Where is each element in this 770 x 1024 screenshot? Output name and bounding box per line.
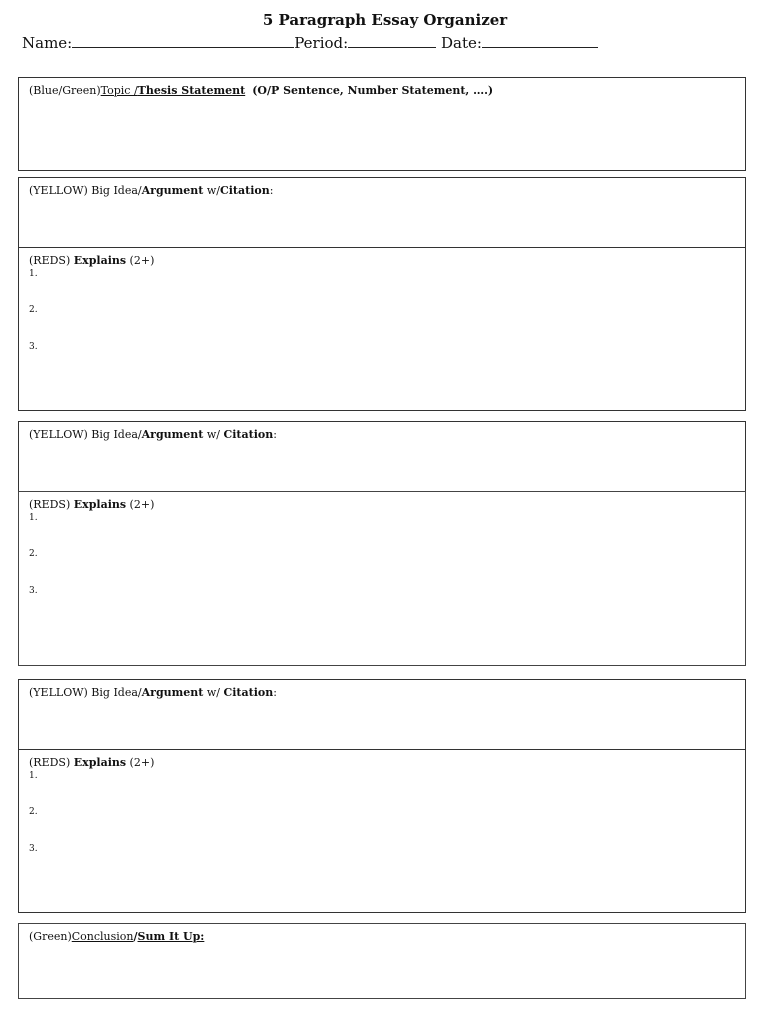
page-title: 5 Paragraph Essay Organizer xyxy=(262,11,508,29)
explain-number: 1. xyxy=(29,513,38,523)
name-field[interactable] xyxy=(72,31,294,48)
date-field[interactable] xyxy=(482,31,598,48)
argument-box-2[interactable] xyxy=(18,421,746,492)
explain-number: 3. xyxy=(29,844,38,854)
conclusion-label: (Green)Conclusion/Sum It Up: xyxy=(29,930,205,943)
explain-number: 2. xyxy=(29,305,38,315)
argument-label: (YELLOW) Big Idea/Argument w/ Citation: xyxy=(29,686,277,699)
thesis-label: (Blue/Green)Topic /Thesis Statement (O/P Sentence, Number Statement, ….) xyxy=(29,84,494,97)
explains-label: (REDS) Explains (2+) xyxy=(29,498,155,511)
explains-label: (REDS) Explains (2+) xyxy=(29,756,155,769)
period-field[interactable] xyxy=(348,31,436,48)
conclusion-box[interactable] xyxy=(18,923,746,999)
thesis-box[interactable] xyxy=(18,77,746,171)
argument-label: (YELLOW) Big Idea/Argument w/Citation: xyxy=(29,184,274,197)
argument-box-1[interactable] xyxy=(18,177,746,248)
explain-number: 3. xyxy=(29,342,38,352)
explains-box-1[interactable] xyxy=(18,247,746,411)
explain-number: 2. xyxy=(29,549,38,559)
explains-label: (REDS) Explains (2+) xyxy=(29,254,155,267)
header-fields xyxy=(22,31,598,52)
explain-number: 2. xyxy=(29,807,38,817)
name-label: Name: xyxy=(22,34,73,52)
argument-box-3[interactable] xyxy=(18,679,746,750)
explain-number: 3. xyxy=(29,586,38,596)
explain-number: 1. xyxy=(29,269,38,279)
explains-box-3[interactable] xyxy=(18,749,746,913)
explain-number: 1. xyxy=(29,771,38,781)
argument-label: (YELLOW) Big Idea/Argument w/ Citation: xyxy=(29,428,277,441)
date-label: Date: xyxy=(440,34,482,52)
explains-box-2[interactable] xyxy=(18,491,746,666)
period-label: Period: xyxy=(294,34,349,52)
